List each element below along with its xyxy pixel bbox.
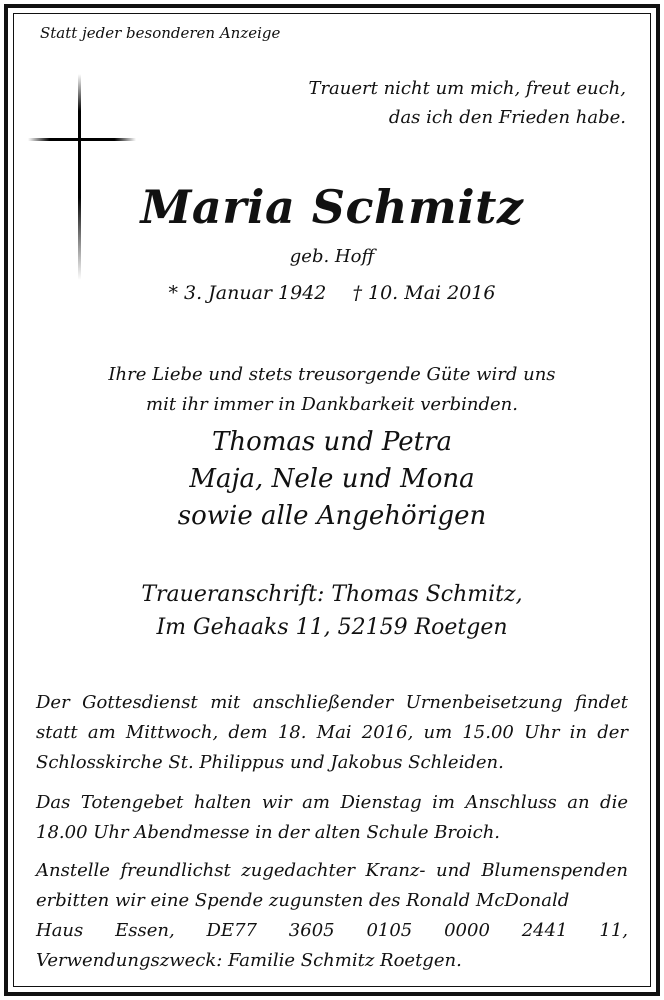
address-line: Traueranschrift: Thomas Schmitz,	[141, 582, 523, 607]
motto-line: das ich den Frieden habe.	[388, 107, 626, 128]
maiden-name: geb. Hoff	[289, 246, 375, 267]
mourners	[0, 424, 664, 535]
mourner-line: Maja, Nele und Mona	[189, 464, 475, 494]
donation-notice: Anstelle freundlichst zugedachter Kranz- und Blumenspenden erbitten wir eine Spende zugunsten des Ronald McDonald	[36, 860, 628, 911]
tribute-text	[0, 360, 664, 420]
life-dates	[0, 282, 664, 304]
header-note: Statt jeder besonderen Anzeige	[40, 24, 281, 42]
prayer-notice: Das Totengebet halten wir am Dienstag im Anschluss an die 18.00 Uhr Abendmesse in der alten Schule Broich.	[36, 792, 628, 843]
motto	[308, 74, 626, 132]
tribute-line: mit ihr immer in Dankbarkeit verbinden.	[146, 394, 518, 415]
deceased-name: Maria Schmitz	[140, 180, 524, 234]
tribute-line: Ihre Liebe und stets treusorgende Güte wird uns	[108, 364, 556, 385]
service-notice: Der Gottesdienst mit anschließender Urnenbeisetzung findet statt am Mittwoch, dem 18. Mai 2016, um 15.00 Uhr in der Schlosskirche St. Philippus und Jakobus Schleiden.	[36, 692, 628, 773]
birth-date: * 3. Januar 1942	[168, 282, 327, 304]
motto-line: Trauert nicht um mich, freut euch,	[308, 78, 626, 99]
death-date: † 10. Mai 2016	[352, 282, 496, 304]
donation-bank: Haus Essen, DE77 3605 0105 0000 2441 11,	[36, 920, 628, 941]
mourner-line: Thomas und Petra	[212, 427, 452, 457]
donation-reference: Verwendungszweck: Familie Schmitz Roetgen.	[36, 950, 462, 971]
address-line: Im Gehaaks 11, 52159 Roetgen	[156, 615, 508, 640]
mourner-line: sowie alle Angehörigen	[177, 501, 487, 531]
mourning-address	[0, 578, 664, 644]
